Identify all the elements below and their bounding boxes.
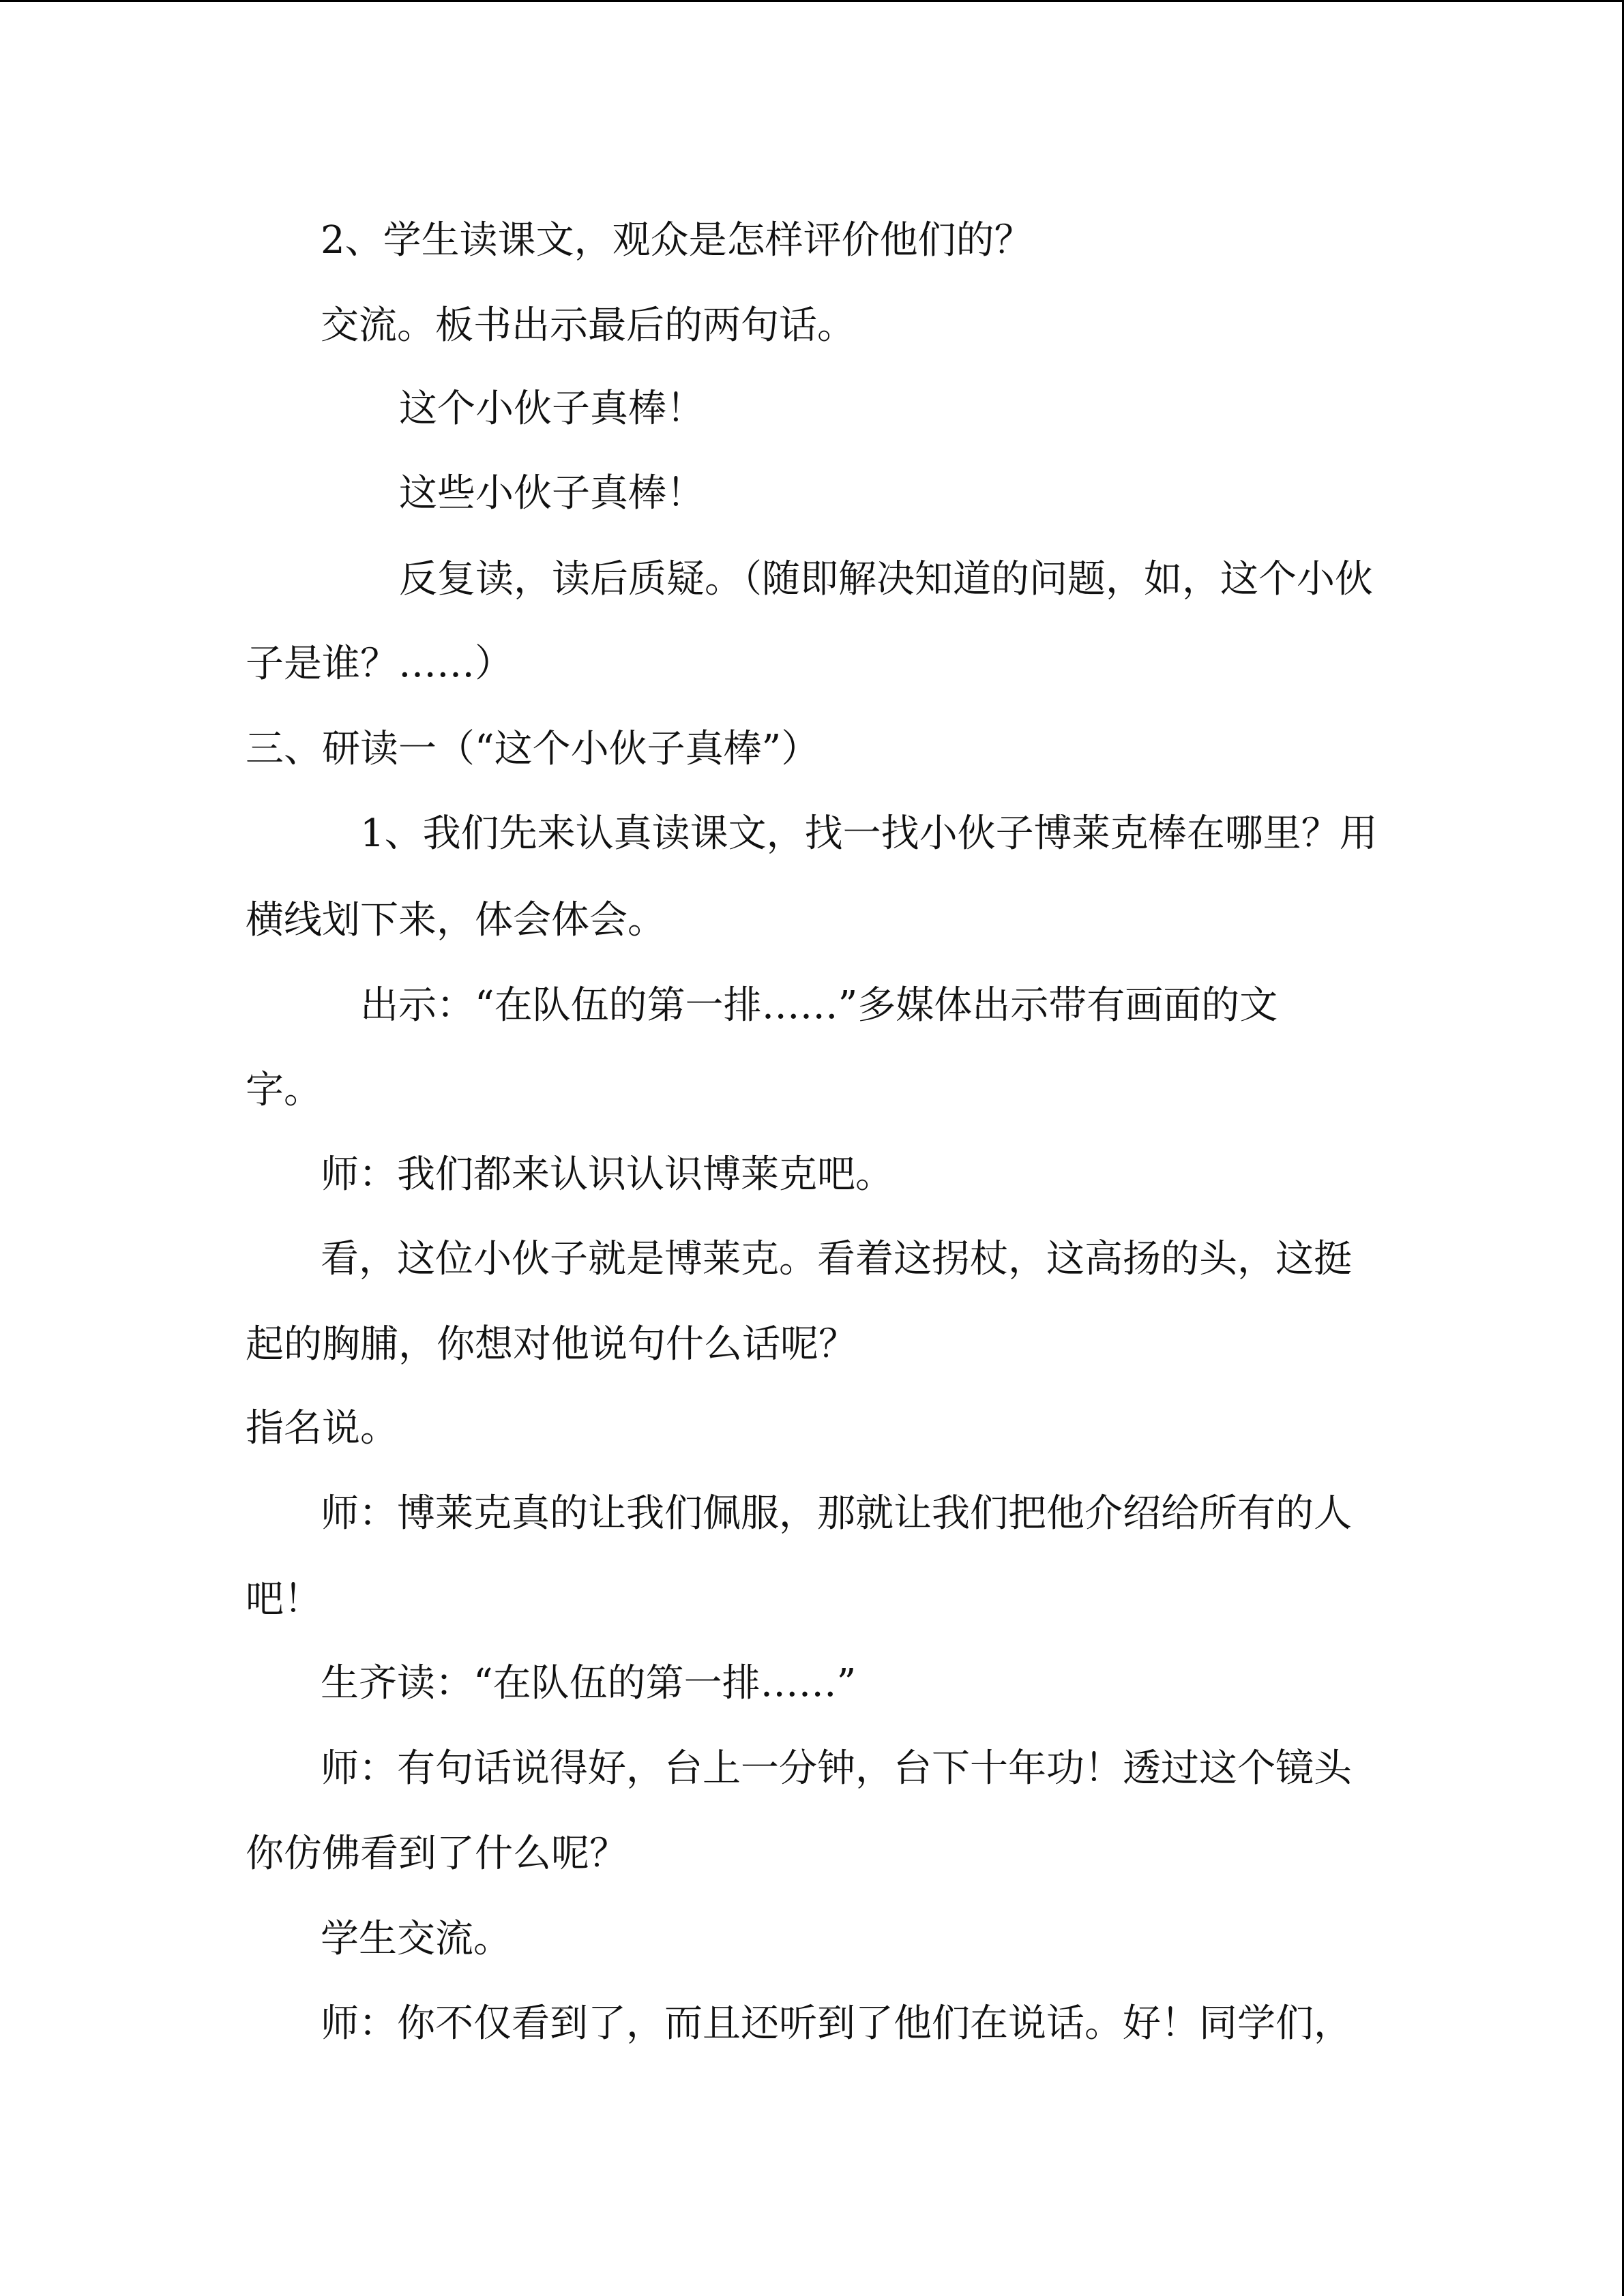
text-line-16: 师：博莱克真的让我们佩服，那就让我们把他介绍给所有的人 — [321, 1491, 1352, 1536]
text-line-1: 2、学生读课文，观众是怎样评价他们的？ — [321, 218, 1033, 263]
text-line-9: 横线划下来，体会体会。 — [246, 898, 666, 942]
text-line-4: 这些小伙子真棒！ — [399, 471, 705, 516]
text-line-21: 学生交流。 — [321, 1917, 512, 1961]
text-line-12: 师：我们都来认识认识博莱克吧。 — [321, 1152, 894, 1197]
text-line-3: 这个小伙子真棒！ — [399, 387, 705, 431]
text-line-22: 师：你不仅看到了，而且还听到了他们在说话。好！同学们， — [321, 2001, 1352, 2046]
page-top-border — [0, 0, 1624, 2]
text-line-10: 出示：“在队伍的第一排……”多媒体出示带有画面的文 — [360, 983, 1278, 1028]
text-line-5: 反复读，读后质疑。（随即解决知道的问题，如，这个小伙 — [399, 557, 1373, 601]
text-line-2: 交流。板书出示最后的两句话。 — [321, 303, 855, 348]
text-line-17: 吧！ — [246, 1577, 322, 1622]
section-heading: 三、研读一（“这个小伙子真棒”） — [246, 727, 820, 771]
text-line-19: 师：有句话说得好，台上一分钟，台下十年功！透过这个镜头 — [321, 1746, 1352, 1791]
text-line-11: 字。 — [246, 1068, 322, 1112]
text-line-20: 你仿佛看到了什么呢？ — [246, 1832, 628, 1876]
text-line-8: 1、我们先来认真读课文，找一找小伙子博莱克棒在哪里？用 — [360, 811, 1378, 856]
text-line-15: 指名说。 — [246, 1406, 398, 1450]
text-line-14: 起的胸脯，你想对他说句什么话呢？ — [246, 1322, 857, 1367]
text-line-18: 生齐读：“在队伍的第一排……” — [321, 1661, 857, 1705]
text-line-13: 看，这位小伙子就是博莱克。看着这拐杖，这高扬的头，这挺 — [321, 1237, 1352, 1281]
text-line-6: 子是谁？……） — [246, 642, 513, 686]
